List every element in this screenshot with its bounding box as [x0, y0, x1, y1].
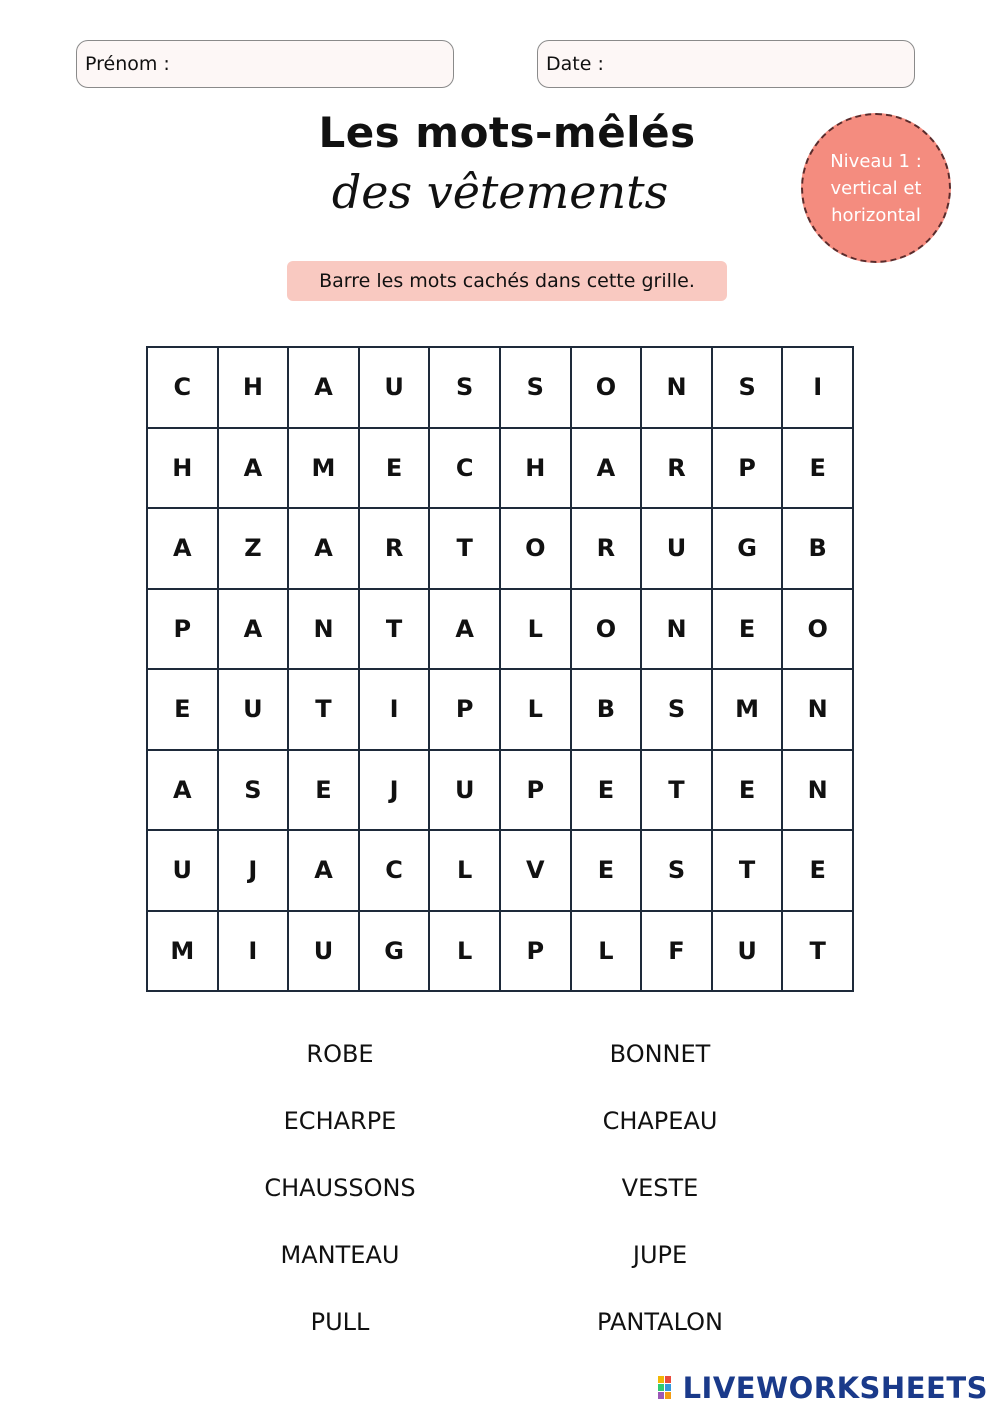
word-list — [180, 1020, 820, 1355]
grid-cell[interactable]: O — [782, 589, 853, 670]
grid-cell[interactable]: B — [782, 508, 853, 589]
date-label: Date : — [546, 53, 604, 75]
grid-cell[interactable]: A — [218, 428, 289, 509]
grid-cell[interactable]: M — [147, 911, 218, 992]
level-badge — [801, 113, 951, 263]
grid-cell[interactable]: I — [359, 669, 430, 750]
word-item: PULL — [310, 1307, 370, 1336]
prenom-input[interactable] — [170, 43, 453, 85]
grid-cell[interactable]: H — [147, 428, 218, 509]
page-subtitle: des vêtements — [331, 165, 669, 219]
instruction-banner: Barre les mots cachés dans cette grille. — [287, 261, 727, 301]
grid-cell[interactable]: A — [147, 508, 218, 589]
grid-cell[interactable]: R — [641, 428, 712, 509]
grid-cell[interactable]: R — [359, 508, 430, 589]
grid-cell[interactable]: L — [500, 589, 571, 670]
grid-cell[interactable]: L — [429, 830, 500, 911]
grid-cell[interactable]: I — [218, 911, 289, 992]
grid-cell[interactable]: E — [782, 830, 853, 911]
grid-cell[interactable]: P — [429, 669, 500, 750]
grid-cell[interactable]: S — [712, 347, 783, 428]
grid-cell[interactable]: H — [218, 347, 289, 428]
grid-cell[interactable]: G — [712, 508, 783, 589]
grid-cell[interactable]: T — [641, 750, 712, 831]
word-item: ECHARPE — [283, 1106, 397, 1135]
grid-cell[interactable]: C — [429, 428, 500, 509]
grid-cell[interactable]: N — [288, 589, 359, 670]
grid-cell[interactable]: U — [641, 508, 712, 589]
word-item: ROBE — [306, 1039, 374, 1068]
grid-cell[interactable]: T — [712, 830, 783, 911]
grid-cell[interactable]: T — [288, 669, 359, 750]
word-item: MANTEAU — [280, 1240, 400, 1269]
grid-cell[interactable]: A — [288, 508, 359, 589]
grid-cell[interactable]: A — [571, 428, 642, 509]
grid-cell[interactable]: S — [429, 347, 500, 428]
grid-cell[interactable]: U — [712, 911, 783, 992]
grid-cell[interactable]: L — [571, 911, 642, 992]
grid-cell[interactable]: M — [288, 428, 359, 509]
grid-cell[interactable]: T — [359, 589, 430, 670]
grid-cell[interactable]: C — [359, 830, 430, 911]
grid-cell[interactable]: S — [641, 830, 712, 911]
grid-cell[interactable]: T — [429, 508, 500, 589]
grid-cell[interactable]: E — [147, 669, 218, 750]
grid-cell[interactable]: J — [218, 830, 289, 911]
prenom-label: Prénom : — [85, 53, 170, 75]
grid-cell[interactable]: P — [712, 428, 783, 509]
grid-cell[interactable]: H — [500, 428, 571, 509]
word-search-grid — [146, 346, 854, 992]
brand-name: LIVEWORKSHEETS — [682, 1371, 988, 1405]
grid-cell[interactable]: F — [641, 911, 712, 992]
level-badge-text: Niveau 1 : vertical et horizontal — [830, 150, 922, 226]
grid-cell[interactable]: O — [500, 508, 571, 589]
page-title: Les mots-mêlés — [318, 108, 696, 157]
grid-cell[interactable]: S — [500, 347, 571, 428]
grid-cell[interactable]: U — [147, 830, 218, 911]
grid-cell[interactable]: S — [641, 669, 712, 750]
date-field[interactable] — [537, 40, 915, 88]
grid-cell[interactable]: A — [147, 750, 218, 831]
grid-cell[interactable]: B — [571, 669, 642, 750]
liveworksheets-logo-icon — [657, 1375, 679, 1401]
grid-cell[interactable]: P — [500, 911, 571, 992]
grid-cell[interactable]: P — [500, 750, 571, 831]
grid-cell[interactable]: U — [288, 911, 359, 992]
date-input[interactable] — [604, 43, 914, 85]
grid-cell[interactable]: V — [500, 830, 571, 911]
grid-cell[interactable]: L — [429, 911, 500, 992]
grid-cell[interactable]: U — [429, 750, 500, 831]
grid-cell[interactable]: R — [571, 508, 642, 589]
word-item: CHAUSSONS — [264, 1173, 416, 1202]
grid-cell[interactable]: E — [571, 750, 642, 831]
grid-cell[interactable]: A — [429, 589, 500, 670]
word-item: JUPE — [632, 1240, 688, 1269]
prenom-field[interactable] — [76, 40, 454, 88]
grid-cell[interactable]: E — [712, 589, 783, 670]
footer-logo — [657, 1372, 988, 1404]
grid-cell[interactable]: Z — [218, 508, 289, 589]
grid-cell[interactable]: N — [641, 347, 712, 428]
grid-cell[interactable]: U — [218, 669, 289, 750]
grid-cell[interactable]: S — [218, 750, 289, 831]
word-item: PANTALON — [597, 1307, 723, 1336]
grid-cell[interactable]: E — [712, 750, 783, 831]
grid-cell[interactable]: E — [782, 428, 853, 509]
grid-cell[interactable]: N — [782, 750, 853, 831]
grid-cell[interactable]: O — [571, 347, 642, 428]
grid-cell[interactable]: J — [359, 750, 430, 831]
grid-cell[interactable]: I — [782, 347, 853, 428]
grid-cell[interactable]: A — [288, 830, 359, 911]
grid-cell[interactable]: E — [571, 830, 642, 911]
grid-cell[interactable]: N — [641, 589, 712, 670]
word-item: VESTE — [621, 1173, 699, 1202]
word-item: BONNET — [609, 1039, 711, 1068]
grid-cell[interactable]: E — [288, 750, 359, 831]
grid-cell[interactable]: A — [218, 589, 289, 670]
grid-cell[interactable]: C — [147, 347, 218, 428]
grid-cell[interactable]: L — [500, 669, 571, 750]
grid-cell[interactable]: U — [359, 347, 430, 428]
word-item: CHAPEAU — [602, 1106, 718, 1135]
grid-cell[interactable]: T — [782, 911, 853, 992]
grid-cell[interactable]: E — [359, 428, 430, 509]
grid-cell[interactable]: P — [147, 589, 218, 670]
grid-cell[interactable]: O — [571, 589, 642, 670]
grid-cell[interactable]: A — [288, 347, 359, 428]
grid-cell[interactable]: M — [712, 669, 783, 750]
grid-cell[interactable]: N — [782, 669, 853, 750]
grid-cell[interactable]: G — [359, 911, 430, 992]
